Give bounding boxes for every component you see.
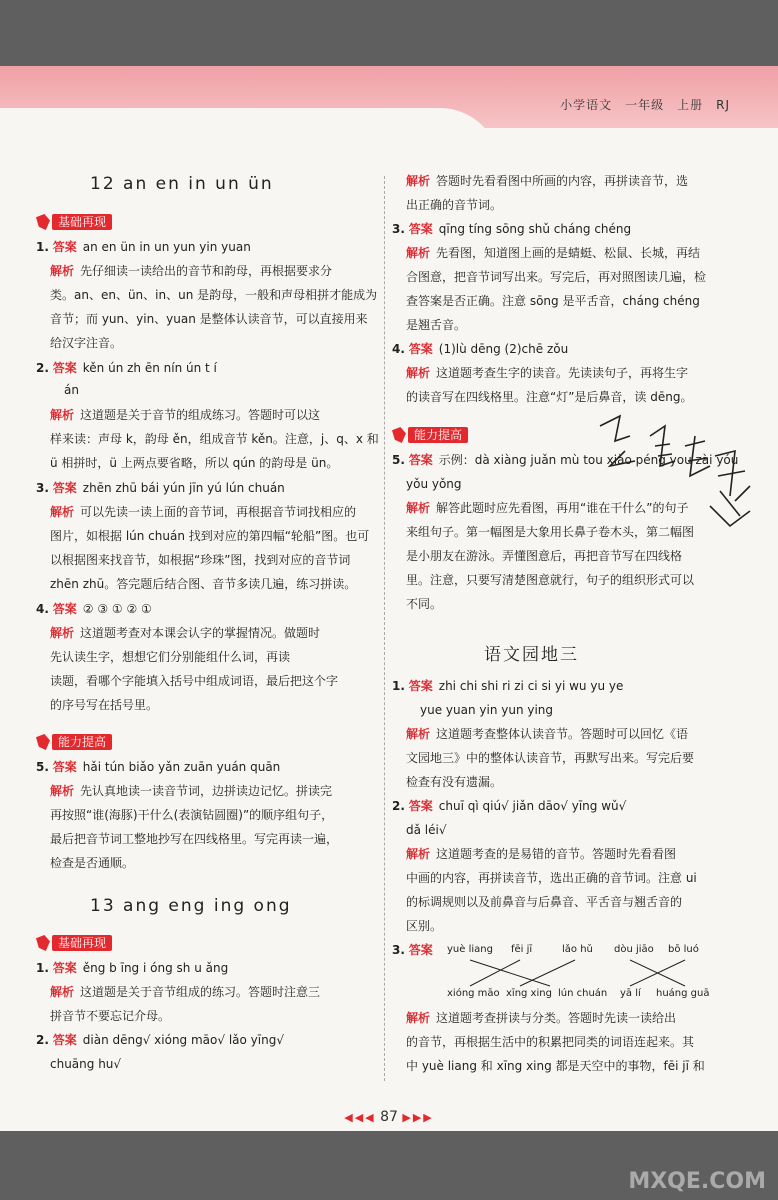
star-icon	[36, 734, 50, 750]
q3-explain-3: 以根据图来找音节，如根据“珍珠”图，找到对应的音节词	[50, 553, 351, 567]
g3-bottom-2: xīng xing	[506, 988, 552, 999]
q2-explain-3: ü 相拼时，ü 上两点要省略，所以 qún 的韵母是 ün。	[50, 456, 339, 470]
r1-answer: 1. 答案 ěng b īng i óng sh u ǎng	[36, 961, 229, 975]
q4-answer: 4. 答案 ② ③ ① ② ①	[36, 602, 152, 616]
lesson-12-title: 12 an en in un ün	[90, 174, 274, 194]
page-number: 87	[380, 1109, 398, 1125]
p5-explain-5: 不同。	[406, 597, 443, 611]
g3-explain-1: 解析 这道题考查拼读与分类。答题时先读一读给出	[406, 1011, 677, 1025]
g2-explain-3: 的标调规则以及前鼻音与后鼻音、平舌音与翘舌音的	[406, 895, 683, 909]
g3-top-4: dòu jiāo	[614, 944, 654, 955]
g2-explain-1: 解析 这道题考查的是易错的音节。答题时先看看图	[406, 847, 677, 861]
g1-explain-3: 检查有没有遗漏。	[406, 775, 503, 789]
g2-answer-2: dǎ léi√	[406, 823, 447, 837]
q5-explain-1: 解析 先认真地读一读音节词，边拼读边记忆。拼读完	[50, 784, 333, 798]
left-arrows-icon: ◀◀◀	[344, 1111, 376, 1124]
p5-explain-4: 里。注意，只要写清楚图意就行，句子的组织形式可以	[406, 573, 695, 587]
p5-answer: 5. 答案 示例：dà xiàng juǎn mù tou xiǎo péng you zài yóu	[392, 453, 739, 467]
q3-explain-2: 图片，如根据 lún chuán 找到对应的第四幅“轮船”图。也可	[50, 529, 370, 543]
q5-answer: 5. 答案 hǎi tún biǎo yǎn zuān yuán quān	[36, 760, 281, 774]
q5-explain-2: 再按照“谁(海豚)干什么(表演钻圆圈)”的顺序组句子，	[50, 808, 334, 822]
q2-explain-1: 解析 这道题是关于音节的组成练习。答题时可以这	[50, 408, 321, 422]
g3-bottom-5: huáng guā	[656, 988, 710, 999]
star-icon	[36, 935, 50, 951]
q4-explain-4: 的序号写在括号里。	[50, 698, 159, 712]
q2-explain-2: 样来读：声母 k，韵母 ěn，组成音节 kěn。注意，j、q、x 和	[50, 432, 379, 446]
lesson-13-title: 13 ang eng ing ong	[90, 896, 292, 916]
g1-answer: 1. 答案 zhi chi shi ri zi ci si yi wu yu ye	[392, 679, 624, 693]
q1-explain-3: 音节；而 yun、yin、yuan 是整体认读音节，可以直接用来	[50, 312, 368, 326]
q5-explain-4: 检查是否通顺。	[50, 856, 135, 870]
p5-explain-3: 是小朋友在游泳。弄懂图意后，再把音节写在四线格	[406, 549, 683, 563]
q3-explain-4: zhēn zhū。答完题后结合图、音节多读几遍，练习拼读。	[50, 577, 357, 591]
p5-explain-2: 来组句子。第一幅图是大象用长鼻子卷木头，第二幅图	[406, 525, 695, 539]
p3-explain-3: 查答案是否正确。注意 sōng 是平舌音，cháng chéng	[406, 294, 700, 308]
star-icon	[36, 214, 50, 230]
r2-answer: 2. 答案 diàn dēng√ xióng māo√ lǎo yīng√	[36, 1033, 284, 1047]
handwriting-scribble	[590, 406, 760, 536]
g3-explain-2: 的音节，再根据生活中的积累把同类的词语连起来。其	[406, 1035, 695, 1049]
p2-explain-2: 出正确的音节词。	[406, 198, 503, 212]
matching-lines	[440, 958, 720, 988]
p3-explain-4: 是翘舌音。	[406, 318, 467, 332]
q2-answer: 2. 答案 kěn ún zh ēn nín ún t í	[36, 361, 217, 375]
q1-explain-4: 给汉字注音。	[50, 336, 123, 350]
right-arrows-icon: ▶▶▶	[402, 1111, 434, 1124]
page-footer	[0, 1109, 778, 1125]
r2-answer-2: chuāng hu√	[50, 1057, 122, 1071]
badge-basic-13: 基础再现	[36, 934, 112, 952]
badge-basic: 基础再现	[36, 213, 112, 231]
q2-answer-2: án	[64, 383, 79, 397]
g3-explain-3: 中 yuè liang 和 xīng xing 都是天空中的事物，fēi jī 和	[406, 1059, 705, 1073]
g3-bottom-3: lún chuán	[558, 988, 608, 999]
q4-explain-2: 先认读生字，想想它们分别能组什么词，再读	[50, 650, 291, 664]
q1-explain-2: 类。an、en、ün、in、un 是韵母，一般和声母相拼才能成为	[50, 288, 378, 302]
p3-explain-1: 解析 先看图，知道图上画的是蜻蜓、松鼠、长城，再结	[406, 246, 701, 260]
p5-explain-1: 解析 解答此题时应先看图，再用“谁在干什么”的句子	[406, 501, 689, 515]
r1-explain-1: 解析 这道题是关于音节组成的练习。答题时注意三	[50, 985, 321, 999]
star-icon	[392, 427, 406, 443]
g3-bottom-1: xióng māo	[447, 988, 500, 999]
g1-explain-1: 解析 这道题考查整体认读音节。答题时可以回忆《语	[406, 727, 689, 741]
page	[0, 66, 778, 1131]
g3-answer: 3. 答案	[392, 943, 433, 957]
g2-explain-4: 区别。	[406, 919, 443, 933]
p2-explain-1: 解析 答题时先看看图中所画的内容，再拼读音节，选	[406, 174, 689, 188]
q3-answer: 3. 答案 zhēn zhū bái yún jīn yú lún chuán	[36, 481, 285, 495]
g3-top-2: fēi jī	[511, 944, 533, 955]
r1-explain-2: 拼音节不要忘记介母。	[50, 1009, 171, 1023]
p3-explain-2: 合图意，把音节词写出来。写完后，再对照图读几遍，检	[406, 270, 707, 284]
q1-explain-1: 解析 先仔细读一读给出的音节和韵母，再根据要求分	[50, 264, 333, 278]
column-divider	[384, 176, 385, 1081]
garden-title: 语文园地三	[484, 645, 579, 665]
header-text: 小学语文 一年级 上册 RJ	[560, 98, 730, 112]
q4-explain-1: 解析 这道题考查对本课会认字的掌握情况。做题时	[50, 626, 321, 640]
q3-explain-1: 解析 可以先读一读上面的音节词，再根据音节词找相应的	[50, 505, 357, 519]
p5-answer-2: yǒu yǒng	[406, 477, 462, 491]
g3-top-3: lǎo hǔ	[562, 944, 593, 955]
p4-answer: 4. 答案 (1)lù dēng (2)chē zǒu	[392, 342, 569, 356]
watermark: MXQE.COM	[628, 1169, 766, 1194]
p3-answer: 3. 答案 qīng tíng sōng shǔ cháng chéng	[392, 222, 632, 236]
g3-bottom-4: yā lí	[620, 988, 641, 999]
q1-answer: 1. 答案 an en ün in un yun yin yuan	[36, 240, 251, 254]
p4-explain-1: 解析 这道题考查生字的读音。先读读句子，再将生字	[406, 366, 689, 380]
badge-ability-right: 能力提高	[392, 426, 468, 444]
g2-explain-2: 中画的内容，再拼读音节，选出正确的音节词。注意 ui	[406, 871, 697, 885]
q5-explain-3: 最后把音节词工整地抄写在四线格里。写完再读一遍，	[50, 832, 339, 846]
g2-answer: 2. 答案 chuī qì qiú√ jiǎn dāo√ yīng wǔ√	[392, 799, 627, 813]
g3-top-5: bō luó	[668, 944, 699, 955]
g3-top-1: yuè liang	[447, 944, 493, 955]
g1-explain-2: 文园地三》中的整体认读音节，再默写出来。写完后要	[406, 751, 695, 765]
badge-ability: 能力提高	[36, 733, 112, 751]
p4-explain-2: 的读音写在四线格里。注意“灯”是后鼻音，读 dēng。	[406, 390, 693, 404]
g1-answer-2: yue yuan yin yun ying	[420, 703, 554, 717]
q4-explain-3: 读题，看哪个字能填入括号中组成词语，最后把这个字	[50, 674, 339, 688]
